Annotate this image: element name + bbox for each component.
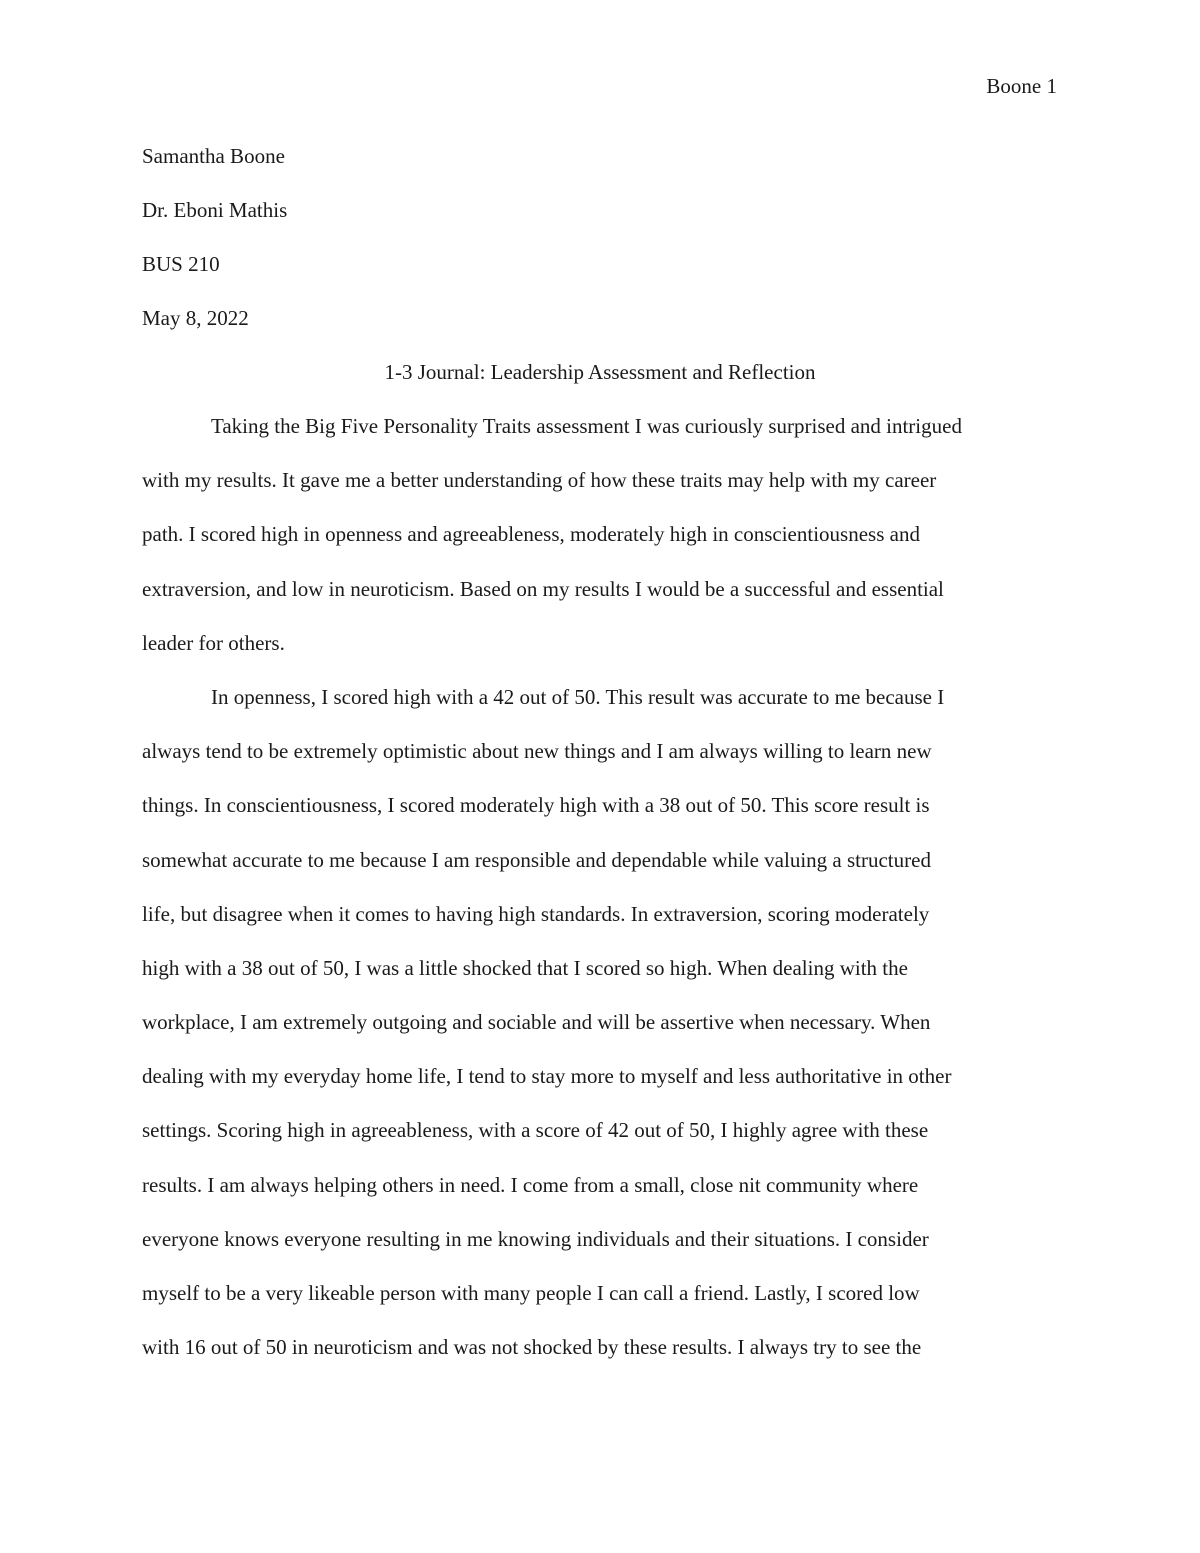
body-line: things. In conscientiousness, I scored moderately high with a 38 out of 50. This score result is xyxy=(142,793,930,818)
body-line: settings. Scoring high in agreeableness, with a score of 42 out of 50, I highly agree with these xyxy=(142,1118,929,1143)
instructor-name: Dr. Eboni Mathis xyxy=(142,198,288,222)
body-line: dealing with my everyday home life, I tend to stay more to myself and less authoritative in other xyxy=(142,1064,952,1089)
body-line: high with a 38 out of 50, I was a little shocked that I scored so high. When dealing with the xyxy=(142,955,908,980)
date: May 8, 2022 xyxy=(142,306,249,330)
mla-heading xyxy=(142,142,1058,358)
body-line: extraversion, and low in neuroticism. Based on my results I would be a successful and essential xyxy=(142,576,944,601)
body-line: everyone knows everyone resulting in me knowing individuals and their situations. I consider xyxy=(142,1226,929,1251)
body-line: leader for others. xyxy=(142,630,285,655)
body-line: In openness, I scored high with a 42 out of 50. This result was accurate to me because I xyxy=(211,684,945,709)
body-text xyxy=(142,412,1058,1387)
body-line: workplace, I am extremely outgoing and sociable and will be assertive when necessary. When xyxy=(142,1010,931,1035)
body-line: results. I am always helping others in need. I come from a small, close nit community where xyxy=(142,1172,919,1197)
student-name: Samantha Boone xyxy=(142,144,285,168)
course-code: BUS 210 xyxy=(142,252,220,276)
body-line: Taking the Big Five Personality Traits assessment I was curiously surprised and intrigued xyxy=(211,414,962,438)
body-line: somewhat accurate to me because I am responsible and dependable while valuing a structured xyxy=(142,847,931,872)
body-line: with 16 out of 50 in neuroticism and was not shocked by these results. I always try to see the xyxy=(142,1335,922,1360)
body-line: with my results. It gave me a better understanding of how these traits may help with my career xyxy=(142,468,937,493)
body-line: always tend to be extremely optimistic about new things and I am always willing to learn new xyxy=(142,739,932,764)
document-title: 1-3 Journal: Leadership Assessment and Reflection xyxy=(384,360,816,384)
running-head: Boone 1 xyxy=(986,74,1057,98)
body-line: myself to be a very likeable person with many people I can call a friend. Lastly, I scored low xyxy=(142,1281,920,1305)
body-line: path. I scored high in openness and agreeableness, moderately high in conscientiousness and xyxy=(142,522,920,547)
body-line: life, but disagree when it comes to having high standards. In extraversion, scoring moderately xyxy=(142,901,930,926)
